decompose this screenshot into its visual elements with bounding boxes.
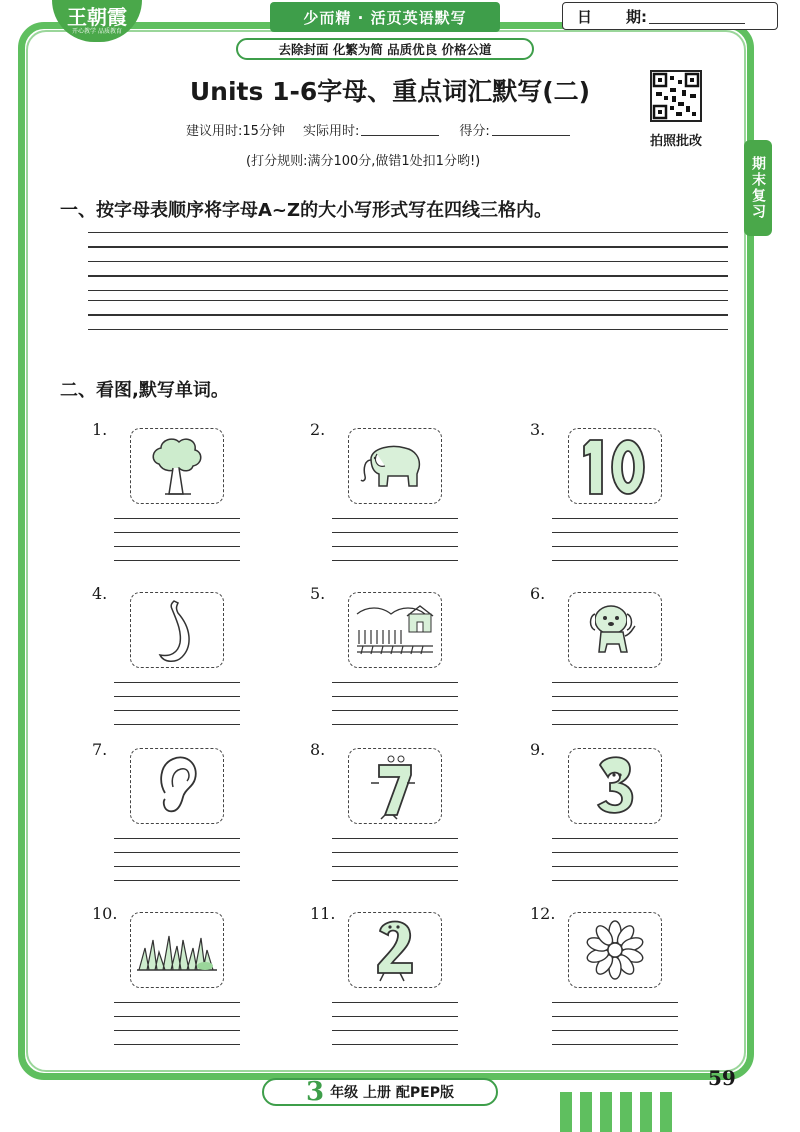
elephant-icon	[348, 428, 442, 504]
series-banner: 少而精 · 活页英语默写	[270, 2, 500, 32]
picture-item	[530, 740, 730, 890]
time-score-row	[186, 120, 590, 139]
answer-line[interactable]	[114, 866, 240, 867]
answer-line[interactable]	[332, 1030, 458, 1031]
answer-line[interactable]	[114, 1016, 240, 1017]
farm-icon	[348, 592, 442, 668]
picture-item	[310, 420, 510, 570]
dog-icon	[568, 592, 662, 668]
picture-item	[310, 584, 510, 734]
number-ten-icon	[568, 428, 662, 504]
answer-line[interactable]	[552, 1030, 678, 1031]
item-number: 3.	[530, 420, 546, 439]
section-2-heading: 二、看图,默写单词。	[60, 380, 229, 401]
answer-line[interactable]	[552, 852, 678, 853]
answer-line[interactable]	[332, 880, 458, 881]
item-number: 4.	[92, 584, 108, 603]
answer-line[interactable]	[552, 560, 678, 561]
answer-line[interactable]	[114, 852, 240, 853]
answer-line[interactable]	[114, 532, 240, 533]
banana-icon	[130, 592, 224, 668]
answer-line[interactable]	[332, 696, 458, 697]
suggested-time: 建议用时:15分钟	[186, 124, 285, 139]
answer-line[interactable]	[114, 724, 240, 725]
answer-line[interactable]	[114, 710, 240, 711]
grade-number: 3	[306, 1077, 325, 1107]
answer-line[interactable]	[332, 1044, 458, 1045]
answer-line[interactable]	[552, 532, 678, 533]
answer-line[interactable]	[552, 710, 678, 711]
answer-line[interactable]	[552, 880, 678, 881]
page-number: 59	[708, 1066, 736, 1090]
date-label-period: 期:	[626, 7, 648, 26]
item-number: 12.	[530, 904, 556, 923]
answer-line[interactable]	[552, 696, 678, 697]
answer-line[interactable]	[332, 518, 458, 519]
answer-line[interactable]	[332, 1016, 458, 1017]
answer-line[interactable]	[114, 682, 240, 683]
answer-line[interactable]	[114, 1030, 240, 1031]
score-label: 得分:	[459, 124, 490, 139]
item-number: 2.	[310, 420, 326, 439]
answer-line[interactable]	[332, 838, 458, 839]
answer-line[interactable]	[552, 546, 678, 547]
flower-icon	[568, 912, 662, 988]
date-box	[562, 2, 778, 30]
tree-icon	[130, 428, 224, 504]
answer-line[interactable]	[114, 1002, 240, 1003]
item-number: 10.	[92, 904, 118, 923]
answer-line[interactable]	[332, 724, 458, 725]
section-1-heading: 一、按字母表顺序将字母A~Z的大小写形式写在四线三格内。	[60, 200, 553, 221]
number-seven-icon	[348, 748, 442, 824]
answer-line[interactable]	[114, 1044, 240, 1045]
answer-line[interactable]	[114, 880, 240, 881]
slogan-bar: 去除封面 化繁为简 品质优良 价格公道	[236, 38, 534, 60]
side-tab-review: 期末复习	[744, 140, 772, 236]
grass-icon	[130, 912, 224, 988]
answer-line[interactable]	[552, 1002, 678, 1003]
answer-line[interactable]	[114, 560, 240, 561]
item-number: 5.	[310, 584, 326, 603]
item-number: 1.	[92, 420, 108, 439]
answer-line[interactable]	[552, 1044, 678, 1045]
picture-item	[310, 740, 510, 890]
answer-line[interactable]	[552, 866, 678, 867]
actual-time-field[interactable]	[361, 123, 439, 136]
item-number: 8.	[310, 740, 326, 759]
answer-line[interactable]	[114, 546, 240, 547]
answer-line[interactable]	[552, 1016, 678, 1017]
actual-time-label: 实际用时:	[302, 124, 360, 139]
logo-sub-text: 开心教学 品质教育	[72, 28, 122, 35]
logo-main-text: 王朝霞	[67, 5, 127, 29]
answer-line[interactable]	[332, 682, 458, 683]
answer-line[interactable]	[332, 546, 458, 547]
picture-item	[530, 420, 730, 570]
answer-line[interactable]	[552, 838, 678, 839]
picture-item	[92, 420, 292, 570]
grade-text: 年级 上册 配PEP版	[330, 1085, 454, 1101]
bottom-tabs-decoration	[560, 1092, 680, 1132]
answer-line[interactable]	[332, 560, 458, 561]
picture-item	[310, 904, 510, 1054]
date-input-line[interactable]	[649, 9, 745, 24]
answer-line[interactable]	[332, 1002, 458, 1003]
page-title: Units 1-6字母、重点词汇默写(二)	[189, 77, 591, 106]
date-label-day: 日	[577, 7, 593, 26]
item-number: 9.	[530, 740, 546, 759]
answer-line[interactable]	[332, 852, 458, 853]
picture-item	[92, 584, 292, 734]
answer-line[interactable]	[114, 696, 240, 697]
answer-line[interactable]	[332, 532, 458, 533]
number-two-icon	[348, 912, 442, 988]
picture-item	[92, 904, 292, 1054]
picture-item	[530, 584, 730, 734]
score-field[interactable]	[492, 123, 570, 136]
item-number: 7.	[92, 740, 108, 759]
scoring-rule: (打分规则:满分100分,做错1处扣1分哟!)	[246, 154, 481, 169]
number-three-icon	[568, 748, 662, 824]
four-line-grid[interactable]	[88, 232, 728, 343]
item-number: 6.	[530, 584, 546, 603]
grade-footer	[262, 1078, 498, 1106]
answer-line[interactable]	[552, 724, 678, 725]
item-number: 11.	[310, 904, 336, 923]
answer-line[interactable]	[552, 682, 678, 683]
answer-line[interactable]	[114, 518, 240, 519]
answer-line[interactable]	[552, 518, 678, 519]
ear-icon	[130, 748, 224, 824]
answer-line[interactable]	[332, 866, 458, 867]
qr-label: 拍照批改	[649, 134, 702, 149]
answer-line[interactable]	[332, 710, 458, 711]
answer-line[interactable]	[114, 838, 240, 839]
picture-item	[530, 904, 730, 1054]
qr-code-icon[interactable]	[650, 70, 702, 122]
picture-item	[92, 740, 292, 890]
